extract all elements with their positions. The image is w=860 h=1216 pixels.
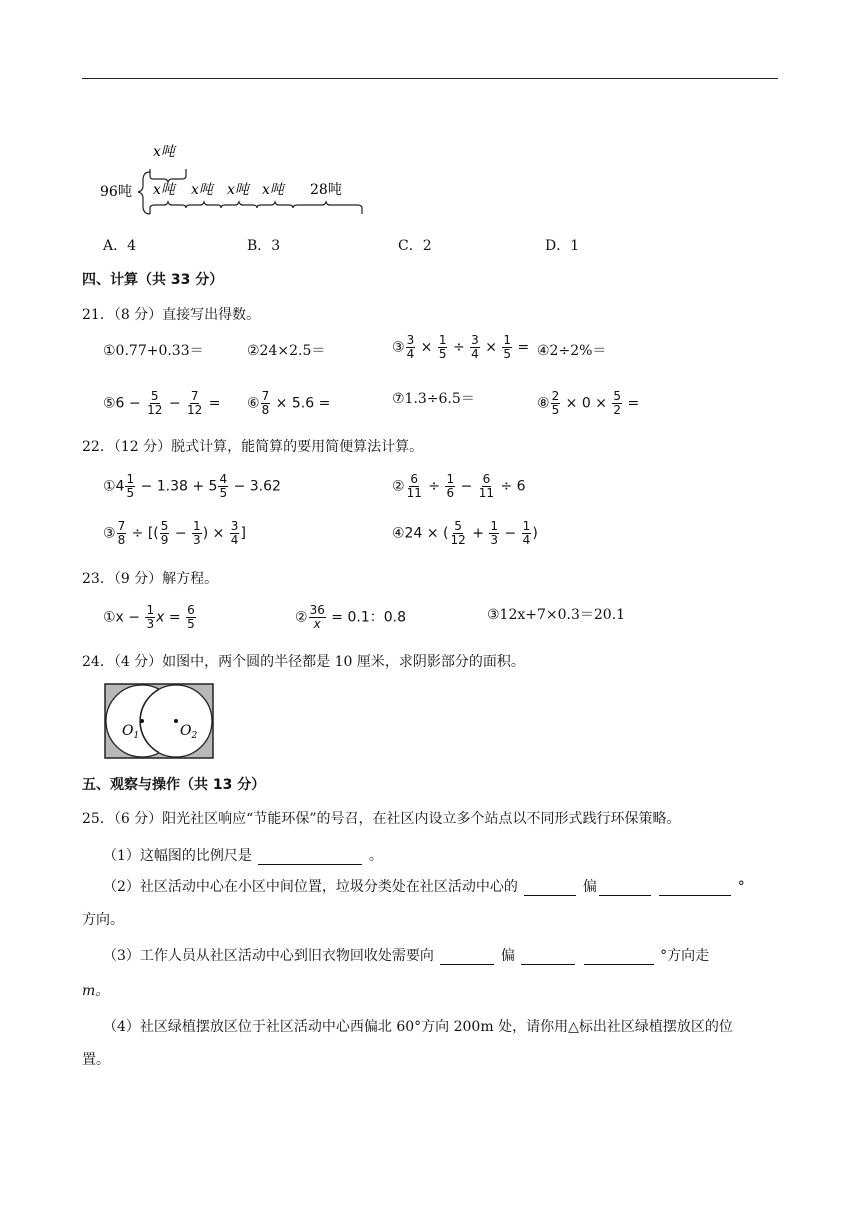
fraction: $\frac{1}{5}$ [503, 333, 512, 361]
fraction: $\frac{7}{12}$ [187, 389, 203, 417]
times-sign: × [275, 395, 288, 412]
times-sign: × [485, 339, 497, 356]
fraction: $\frac{1}{3}$ [193, 519, 201, 547]
center-o1 [140, 719, 144, 723]
q25-part-2-cont: 方向。 [82, 912, 124, 928]
choice-b: B．3 [247, 238, 281, 254]
answer-blank-scale[interactable] [258, 848, 362, 865]
equals-sign: = [517, 339, 530, 356]
choice-d: D．1 [545, 238, 580, 254]
divide-sign: ÷ [500, 478, 513, 495]
q25-part-3-walk: °方向走 [660, 948, 710, 964]
q21-item-8-prefix: ⑧ [537, 395, 550, 412]
times-sign: × [595, 395, 607, 412]
times-sign: × [565, 395, 578, 412]
q25-part-4: （4）社区绿植摆放区位于社区活动中心西偏北 60°方向 200m 处，请你用△标出社区绿植摆放区的位 [103, 1019, 733, 1035]
equals-sign: = [627, 395, 640, 412]
segment-2-label: x吨 [191, 182, 213, 198]
fraction: $\frac{5}{9}$ [160, 519, 169, 547]
answer-blank-direction-4[interactable] [521, 948, 575, 965]
answer-blank-direction-3[interactable] [440, 948, 494, 965]
q25-part-1-text: （1）这幅图的比例尺是 [103, 848, 252, 864]
q23-item-1: ①x − $\frac{1}{3}$ x = $\frac{6}{5}$ [103, 603, 195, 631]
fraction: $\frac{1}{3}$ [146, 603, 155, 631]
center-o2 [174, 719, 178, 723]
fraction: $\frac{1}{5}$ [126, 472, 135, 500]
plus-sign: + [192, 478, 205, 495]
fraction: $\frac{6}{11}$ [406, 472, 422, 500]
minus-sign: − [174, 525, 187, 542]
q21-item-4: ④2÷2%＝ [537, 343, 607, 359]
q22-item-4-prefix: ④24 × ( [392, 525, 449, 542]
two-circles-figure [104, 683, 214, 759]
q25-title: 25．（6 分）阳光社区响应“节能环保”的号召，在社区内设立多个站点以不同形式践行环保策略。 [82, 811, 681, 827]
answer-blank-angle[interactable] [659, 879, 731, 896]
fraction: $\frac{7}{8}$ [261, 389, 270, 417]
fraction: $\frac{3}{4}$ [230, 519, 239, 547]
q22-title: 22．（12 分）脱式计算，能简算的要用简便算法计算。 [82, 439, 424, 455]
q25-part-3-cont: m。 [82, 983, 110, 999]
equals-sign: = [318, 395, 331, 412]
q25-part-1-end: 。 [368, 848, 383, 864]
q21-item-2: ②24×2.5＝ [247, 343, 326, 359]
minus-sign: − [168, 395, 181, 412]
q25-part-2 [103, 876, 745, 896]
choice-a: A．4 [103, 238, 137, 254]
segment-5-label: 28吨 [310, 182, 342, 198]
segment-1-label: x吨 [153, 182, 175, 198]
top-brace [150, 169, 186, 182]
fraction: $\frac{1}{6}$ [446, 472, 455, 500]
label-o2: $O_2$ [180, 723, 198, 741]
fraction: $\frac{3}{4}$ [406, 333, 415, 361]
diagram-top-label: x吨 [153, 144, 175, 160]
q25-part-3-pian: 偏 [500, 948, 515, 964]
divide-sign: ÷ [428, 478, 441, 495]
degree-sign: ° [737, 879, 745, 895]
q25-part-4-cont: 置。 [82, 1052, 110, 1068]
q22-item-2-prefix: ② [392, 478, 405, 495]
label-o1: $O_1$ [122, 723, 140, 741]
q22-item-1-prefix: ①4 [103, 478, 125, 495]
q25-part-3-text: （3）工作人员从社区活动中心到旧衣物回收处需要向 [103, 948, 434, 964]
q23-item-2-prefix: ② [295, 609, 308, 626]
minus-sign: − [140, 478, 153, 495]
q23-item-2-suffix: = 0.1：0.8 [331, 609, 407, 626]
header-rule [82, 78, 778, 79]
fraction: $\frac{6}{5}$ [187, 603, 195, 631]
fraction: $\frac{3}{4}$ [471, 333, 479, 361]
fraction: $\frac{1}{4}$ [522, 519, 531, 547]
q22-item-3: ③ $\frac{7}{8}$ ÷ [( $\frac{5}{9}$ − $\frac{1}{3}$ ) × $\frac{3}{4}$ ] [103, 519, 246, 547]
q23-item-1-prefix: ①x − [103, 609, 141, 626]
bracket-diagram [100, 138, 370, 220]
fraction: $\frac{1}{3}$ [490, 519, 499, 547]
fraction: $\frac{7}{8}$ [117, 519, 126, 547]
section-4-heading: 四、计算（共 33 分） [82, 272, 224, 288]
fraction: $\frac{2}{5}$ [551, 389, 560, 417]
choice-c: C．2 [398, 238, 432, 254]
q21-title: 21．（8 分）直接写出得数。 [82, 307, 261, 323]
equals-sign: = [208, 395, 221, 412]
fraction: $\frac{5}{12}$ [450, 519, 466, 547]
fraction: $\frac{1}{5}$ [438, 333, 447, 361]
plus-sign: + [472, 525, 484, 542]
answer-blank-direction-1[interactable] [524, 879, 576, 896]
segment-3-label: x吨 [227, 182, 249, 198]
segment-braces [150, 202, 362, 214]
q21-item-6: ⑥ $\frac{7}{8}$ × 5.6 = [247, 389, 331, 417]
q22-item-3-prefix: ③ [103, 525, 116, 542]
minus-sign: − [233, 478, 246, 495]
q22-item-2: ② $\frac{6}{11}$ ÷ $\frac{1}{6}$ − $\frac{6}{11}$ ÷ 6 [392, 472, 526, 500]
q21-item-7: ⑦1.3÷6.5＝ [392, 391, 475, 407]
q21-item-3-prefix: ③ [392, 339, 405, 356]
q22-item-1: ①4 $\frac{1}{5}$ − 1.38 + 5 $\frac{4}{5}$ − 3.62 [103, 472, 281, 500]
equals-sign: = [168, 609, 181, 626]
answer-blank-angle-2[interactable] [584, 948, 654, 965]
q25-part-3 [103, 945, 709, 965]
fraction: $\frac{36}{x}$ [309, 603, 325, 631]
q25-part-1 [103, 845, 383, 865]
answer-blank-direction-2[interactable] [599, 879, 651, 896]
q24-title: 24．（4 分）如图中，两个圆的半径都是 10 厘米，求阴影部分的面积。 [82, 654, 525, 670]
times-sign: × [212, 525, 225, 542]
q21-item-1: ①0.77+0.33＝ [103, 343, 204, 359]
diagram-total-label: 96吨 [100, 184, 132, 200]
segment-4-label: x吨 [262, 182, 284, 198]
q21-item-3 [392, 334, 529, 361]
fraction: $\frac{5}{12}$ [147, 389, 163, 417]
q23-item-2 [295, 604, 406, 631]
q21-item-6-prefix: ⑥ [247, 395, 260, 412]
fraction: $\frac{5}{2}$ [613, 389, 622, 417]
minus-sign: − [460, 478, 473, 495]
fraction: $\frac{6}{11}$ [478, 472, 495, 500]
q21-item-5-prefix: ⑤6 − [103, 395, 141, 412]
q25-part-2-text: （2）社区活动中心在小区中间位置，垃圾分类处在社区活动中心的 [103, 879, 518, 895]
divide-sign: ÷ [131, 525, 144, 542]
fraction: $\frac{4}{5}$ [219, 472, 228, 500]
q21-item-8: ⑧ $\frac{2}{5}$ × 0 × $\frac{5}{2}$ = [537, 389, 640, 417]
left-brace [138, 172, 150, 214]
q22-item-4: ④24 × ( $\frac{5}{12}$ + $\frac{1}{3}$ − $\frac{1}{4}$ ) [392, 519, 538, 547]
section-5-heading: 五、观察与操作（共 13 分） [82, 777, 266, 793]
divide-sign: ÷ [452, 339, 465, 356]
times-sign: × [420, 339, 433, 356]
q23-item-3: ③12x+7×0.3＝20.1 [487, 607, 626, 623]
q23-title: 23．（9 分）解方程。 [82, 571, 219, 587]
minus-sign: − [504, 525, 517, 542]
q25-part-2-pian: 偏 [582, 879, 597, 895]
q21-item-5 [103, 390, 220, 417]
